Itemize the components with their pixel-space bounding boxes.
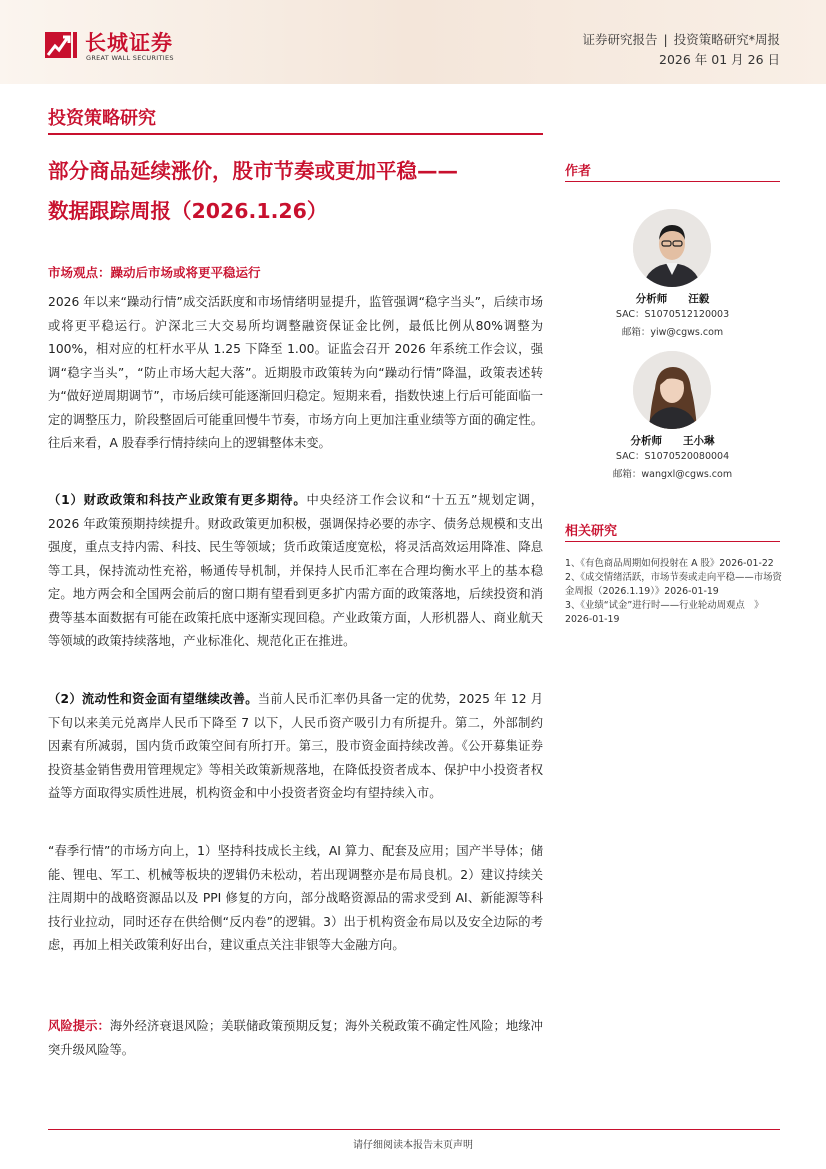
footer-disclaimer: 请仔细阅读本报告末页声明 — [353, 1140, 473, 1151]
risk-text: 海外经济衰退风险；美联储政策预期反复；海外关税政策不确定性风险；地缘冲突升级风险等。 — [48, 1019, 543, 1057]
related-divider — [565, 541, 780, 542]
paragraph-4: “春季行情”的市场方向上，1）坚持科技成长主线，AI 算力、配套及应用；国产半导体；储能、锂电、军工、机械等板块的逻辑仍未松动，若出现调整亦是布局良机。2）建议持续关注周期中的战略资源品以及 PPI 修复的方向，部分战略资源品的需求受到 AI、新能源等科技行业拉动，同时还存在供给侧“反内卷”的逻辑。3）出于机构资金布局以及安全边际的考虑，再加上相关政策利好出台，建议重点关注非银等大金融方向。 — [48, 844, 543, 952]
paragraph-3-heading: （2）流动性和资金面有望继续改善。 — [48, 692, 258, 706]
analyst-1-info — [565, 306, 780, 342]
title-line-2: 数据跟踪周报（2026.1.26） — [48, 199, 328, 223]
analyst-2-info — [565, 448, 780, 484]
analyst-1-sac: SAC：S1070512120003 — [615, 309, 730, 320]
title-divider — [48, 133, 543, 135]
logo-english-name: GREAT WALL SECURITIES — [86, 54, 174, 62]
risk-warning — [48, 1015, 543, 1062]
logo-chinese-name: 长城证券 — [85, 31, 173, 55]
market-view-text: 躁动后市场或将更平稳运行 — [110, 265, 261, 280]
authors-divider — [565, 181, 780, 182]
report-title — [48, 151, 548, 231]
risk-label: 风险提示： — [48, 1019, 110, 1033]
analyst-2-email[interactable]: 邮箱：wangxl@cgws.com — [612, 469, 733, 480]
related-item[interactable]: 1、《有色商品周期如何投射在 A 股》2026-01-22 — [565, 558, 774, 569]
paragraph-3-text: 当前人民币汇率仍具备一定的优势，2025 年 12 月下旬以来美元兑离岸人民币下降至 7 以下，人民币资产吸引力有所提升。第二，外部制约因素有所减弱，国内货币政策空间有所打开。第三，股市资金面持续改善。《公开募集证券投资基金销售费用管理规定》等相关政策新规落地，在降低投资者成本、保护中小投资者权益等方面取得实质性进展，机构资金和中小投资者资金均有望持续入市。 — [48, 692, 544, 800]
market-view-heading — [48, 263, 261, 281]
paragraph-2-text: 中央经济工作会议和“十五五”规划定调，2026 年政策预期持续提升。财政政策更加积极，强调保持必要的赤字、债务总规模和支出强度，重点支持内需、科技、民生等领域；货币政策适度宽松，将灵活高效运用降准、降息等工具，保持流动性充裕，畅通传导机制，并保持人民币汇率在合理均衡水平上的基本稳定。地方两会和全国两会前后的窗口期有望看到更多扩内需方面的政策落地，后续投资和消费等基本面数据有可能在政策托底中逐渐实现回稳。产业政策方面，人形机器人、商业航天等领域的政策持续落地，产业标准化、规范化正在推进。 — [48, 493, 543, 648]
market-view-label: 市场观点： — [48, 265, 111, 280]
analyst-photo-avatar — [633, 351, 711, 429]
company-logo — [45, 26, 195, 66]
analyst-1-name: 分析师 汪毅 — [635, 293, 710, 305]
report-type: 证券研究报告 — [582, 32, 658, 47]
related-item[interactable]: 2、《成交情绪活跃，市场节奏或走向平稳——市场资金周报（2026.1.19）》2026-01-19 — [565, 572, 782, 597]
paragraph-2 — [48, 489, 543, 654]
section-title: 投资策略研究 — [48, 108, 156, 129]
related-research-list — [565, 557, 790, 627]
paragraph-3 — [48, 688, 543, 806]
title-line-1: 部分商品延续涨价，股市节奏或更加平稳—— — [48, 159, 458, 183]
report-date: 2026 年 01 月 26 日 — [659, 52, 780, 67]
analyst-2-name: 分析师 王小琳 — [630, 435, 715, 447]
related-research-heading: 相关研究 — [565, 524, 618, 539]
authors-heading: 作者 — [565, 164, 592, 179]
paragraph-1: 2026 年以来“躁动行情”成交活跃度和市场情绪明显提升，监管强调“稳字当头”，后续市场或将更平稳运行。沪深北三大交易所均调整融资保证金比例，最低比例从80%调整为 100%，相对应的杠杆水平从 1.25 下降至 1.00。证监会召开 2026 年系统工作会议，强调“稳字当头”，“防止市场大起大落”。近期股市政策转为向“躁动行情”降温，政策表述转为“做好逆周期调节”，市场后续可能逐渐回归稳定。短期来看，指数快速上行后可能面临一定的调整压力，阶段整固后可能重回慢牛节奏，市场方向上更加注重业绩等方面的确定性。往后来看，A 股春季行情持续向上的逻辑整体未变。 — [48, 295, 543, 450]
paragraph-2-heading: （1）财政政策和科技产业政策有更多期待。 — [48, 493, 307, 507]
analyst-2-sac: SAC：S1070520080004 — [615, 451, 730, 462]
report-category: 投资策略研究*周报 — [673, 32, 780, 47]
great-wall-logo-icon — [45, 28, 79, 62]
male-portrait-icon — [633, 209, 711, 287]
footer-divider — [48, 1129, 780, 1130]
related-item[interactable]: 3、《业绩“试金”进行时——行业轮动周观点 》2026-01-19 — [565, 600, 764, 625]
analyst-photo-avatar — [633, 209, 711, 287]
female-portrait-icon — [633, 351, 711, 429]
report-meta — [583, 30, 781, 70]
divider: | — [663, 32, 668, 47]
analyst-1-email[interactable]: 邮箱：yiw@cgws.com — [621, 327, 724, 338]
